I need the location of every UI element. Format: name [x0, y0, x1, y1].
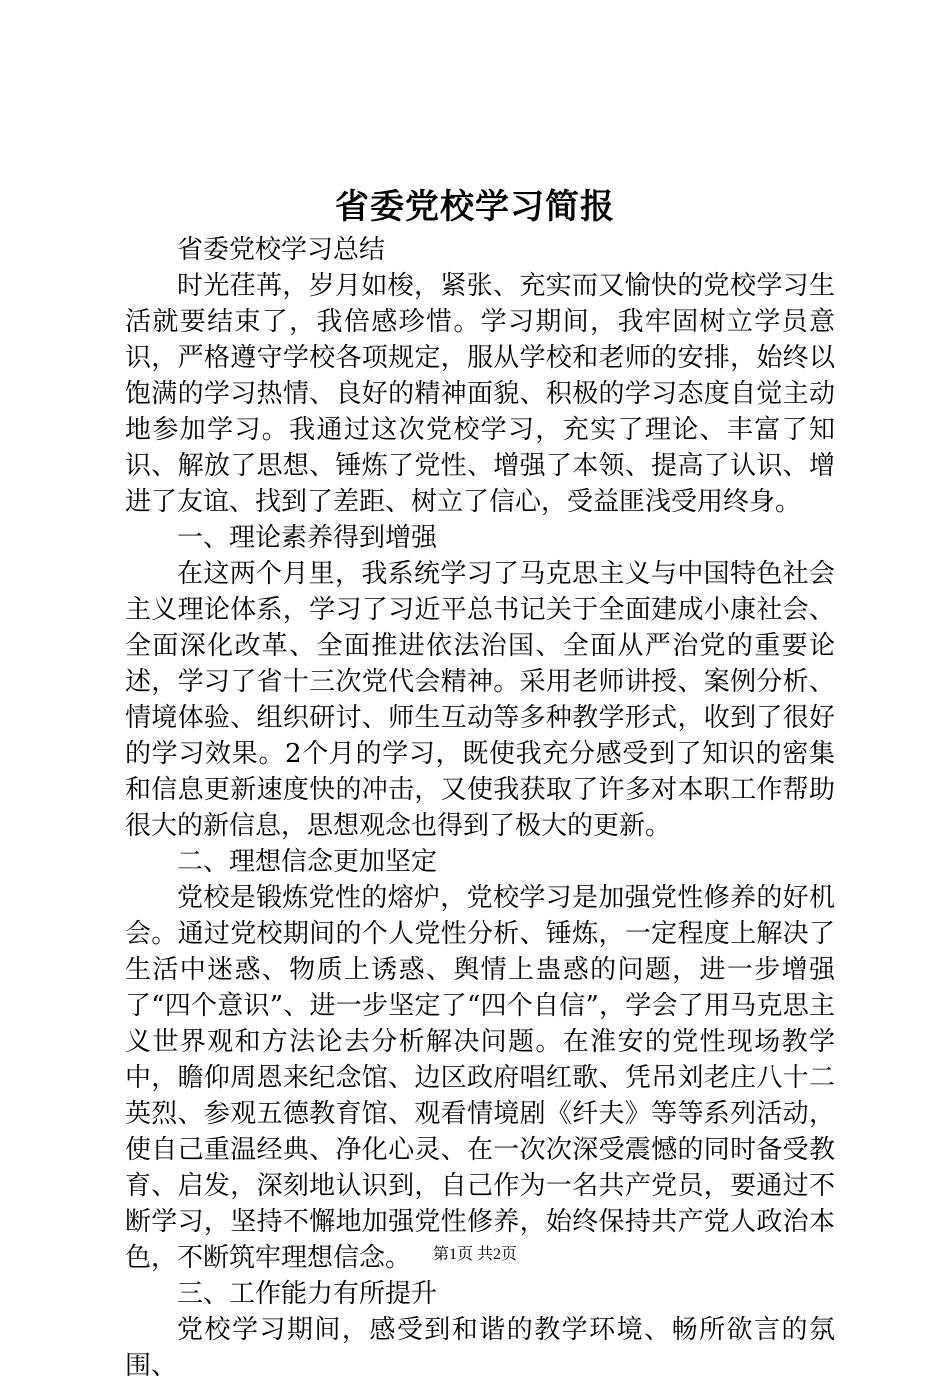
document-subtitle: 省委党校学习总结 — [177, 235, 386, 265]
section-heading-3: 三、工作能力有所提升 — [177, 1279, 438, 1309]
section-paragraph-2: 党校是锻炼党性的熔炉，党校学习是加强党性修养的好机会。通过党校期间的个人党性分析、锤炼，一定程度上解决了生活中迷惑、物质上诱惑、舆情上蛊惑的问题，进一步增强了“四个意识”、进一步坚定了“四个自信”，学会了用马克思主义世界观和方法论去分析解决问题。在淮安的党性现场教学中，瞻仰周恩来纪念馆、边区政府唱红歌、凭吊刘老庄八十二英烈、参观五德教育馆、观看情境剧《纤夫》等等系列活动，使自己重温经典、净化心灵、在一次次深受震憾的同时备受教育、启发，深刻地认识到，自己作为一名共产党员，要通过不断学习，坚持不懈地加强党性修养，始终保持共产党人政治本色，不断筑牢理想信念。 — [125, 883, 835, 1273]
intro-paragraph: 时光荏苒，岁月如梭，紧张、充实而又愉快的党校学习生活就要结束了，我倍感珍惜。学习期间，我牢固树立学员意识，严格遵守学校各项规定，服从学校和老师的安排，始终以饱满的学习热情、良好的精神面貌、积极的学习态度自觉主动地参加学习。我通过这次党校学习，充实了理论、丰富了知识、解放了思想、锤炼了党性、增强了本领、提高了认识、增进了友谊、找到了差距、树立了信心，受益匪浅受用终身。 — [125, 271, 835, 517]
document-title: 省委党校学习简报 — [335, 187, 615, 227]
page-footer: 第1页 共2页 — [432, 1246, 517, 1263]
section-heading-2: 二、理想信念更加坚定 — [177, 847, 438, 877]
section-heading-1: 一、理论素养得到增强 — [177, 523, 438, 553]
section-paragraph-1: 在这两个月里，我系统学习了马克思主义与中国特色社会主义理论体系，学习了习近平总书记关于全面建成小康社会、全面深化改革、全面推进依法治国、全面从严治党的重要论述，学习了省十三次党代会精神。采用老师讲授、案例分析、情境体验、组织研讨、师生互动等多种教学形式，收到了很好的学习效果。2个月的学习，既使我充分感受到了知识的密集和信息更新速度快的冲击，又使我获取了许多对本职工作帮助很大的新信息，思想观念也得到了极大的更新。 — [125, 559, 835, 841]
document-body — [125, 232, 835, 1384]
section-paragraph-3: 党校学习期间，感受到和谐的教学环境、畅所欲言的氛围、 — [125, 1315, 835, 1381]
